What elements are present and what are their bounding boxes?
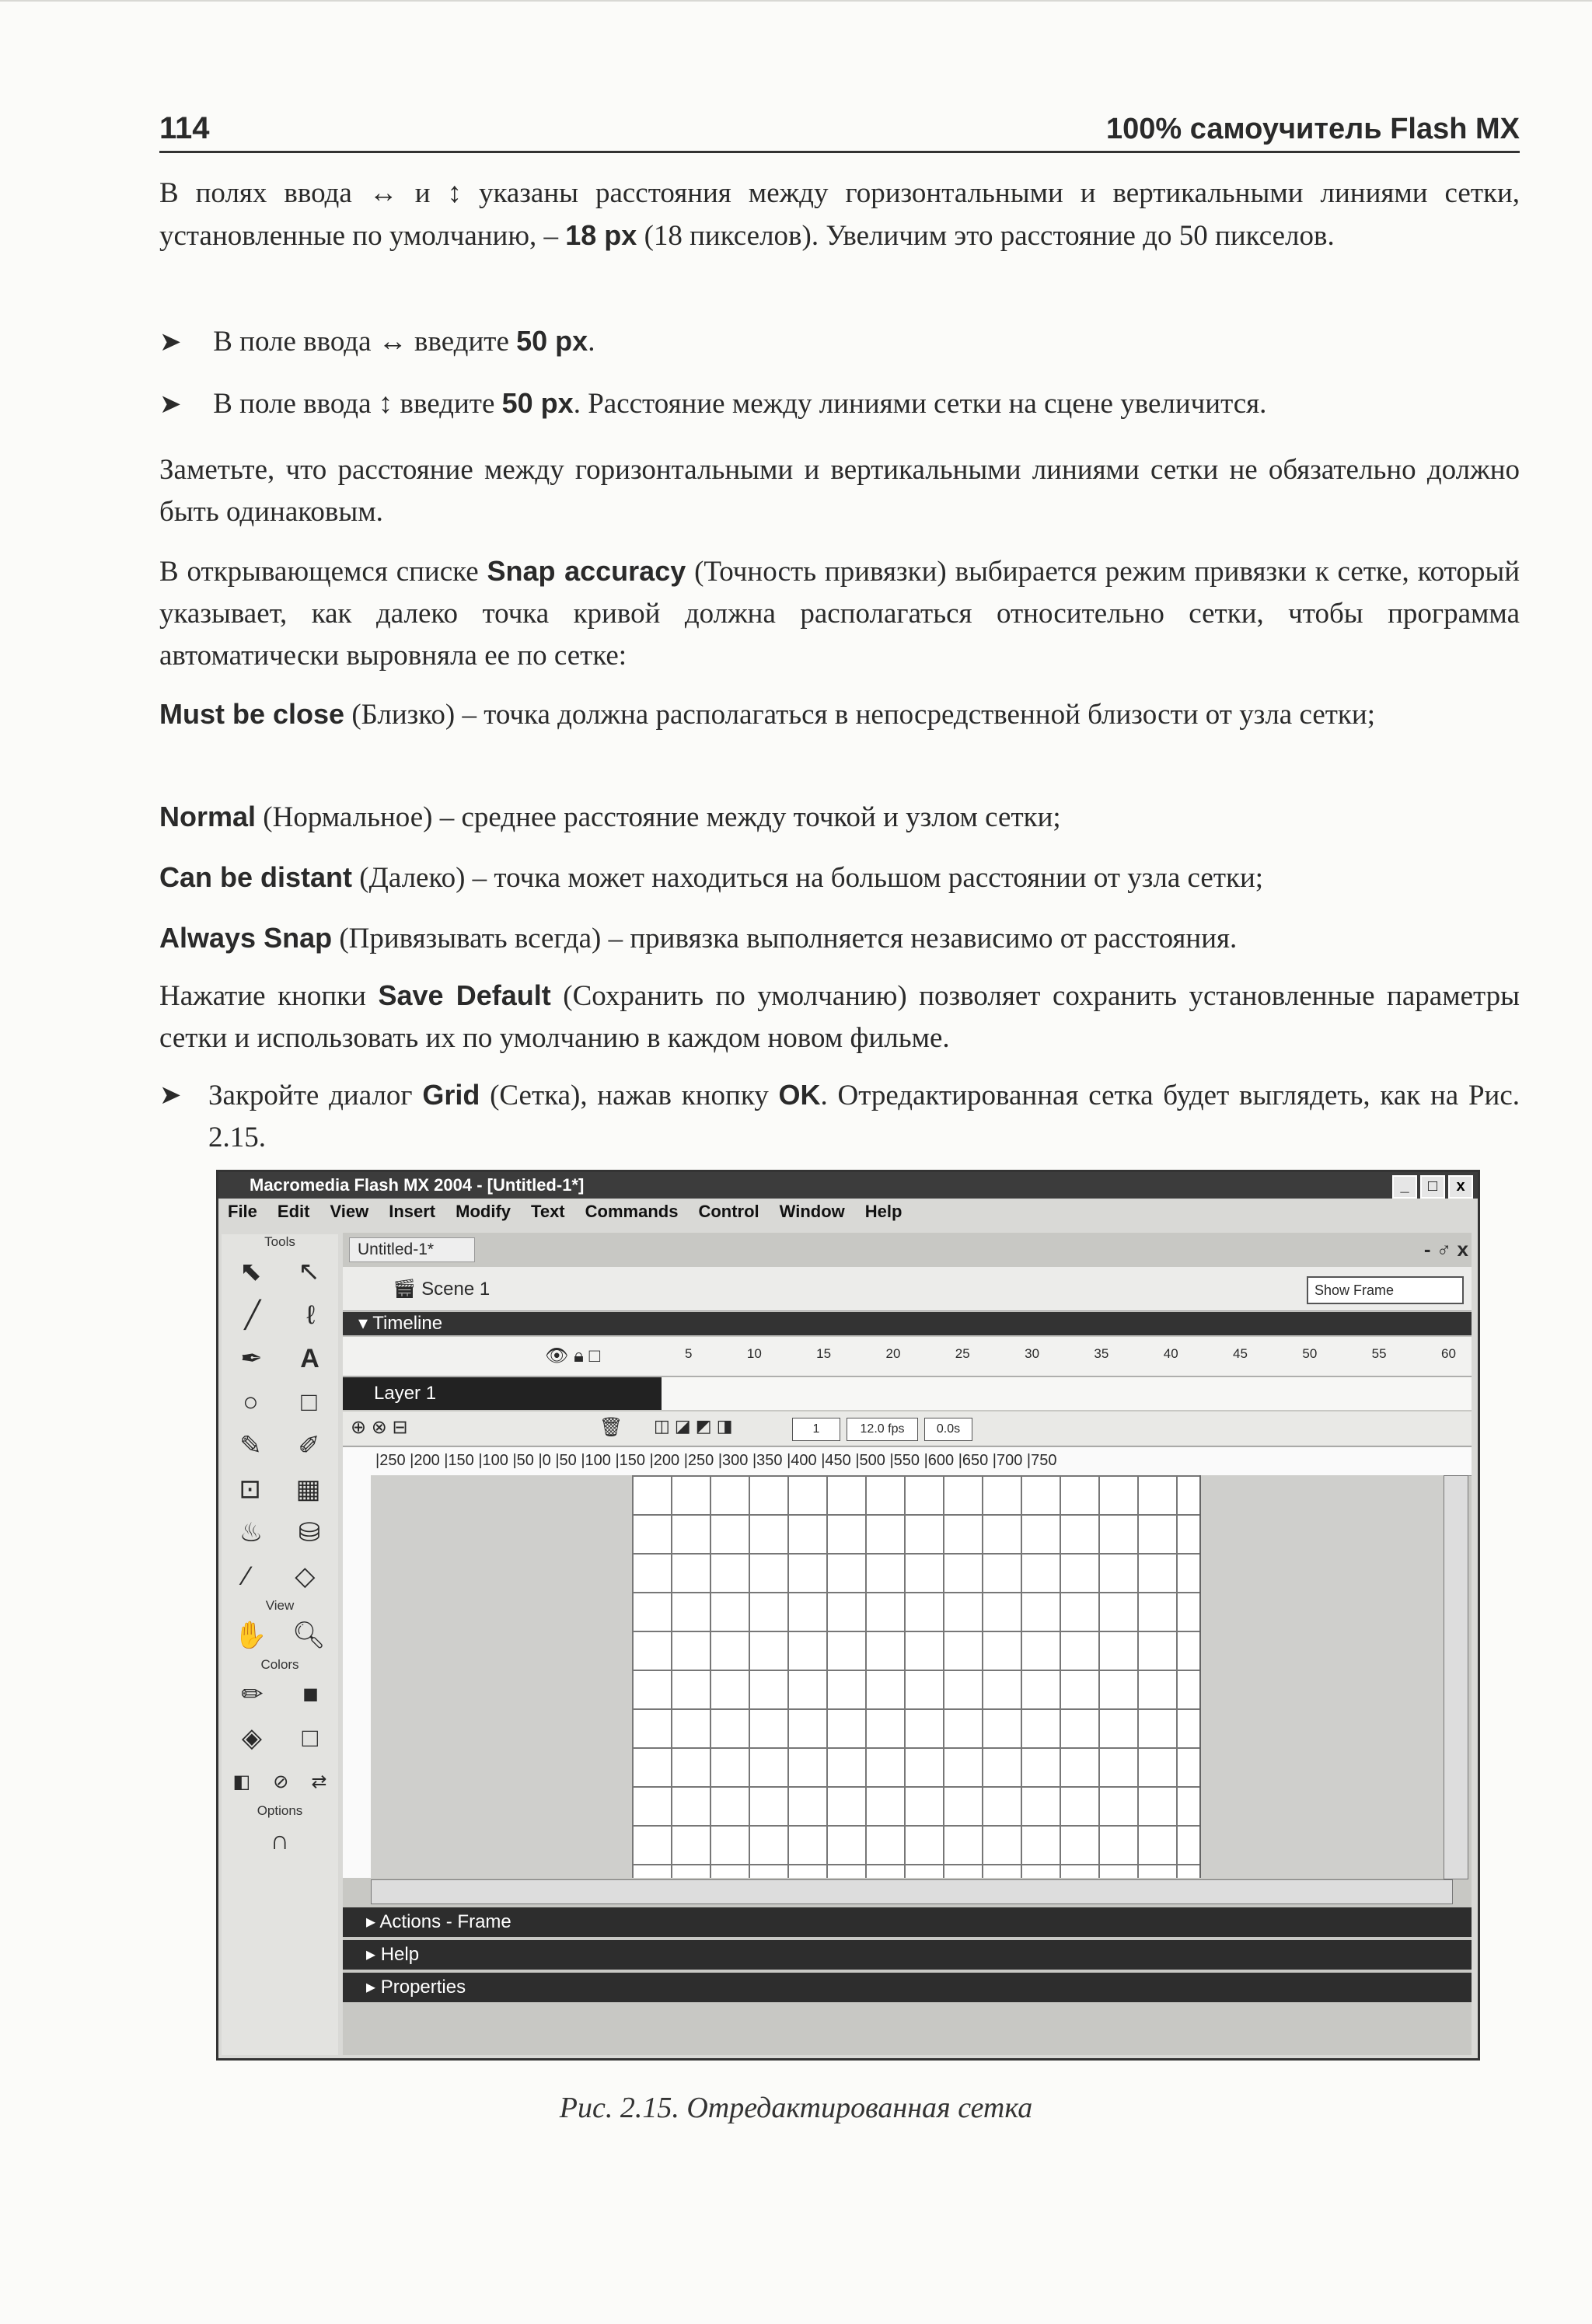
free-transform-tool-icon[interactable]: ⊡: [239, 1474, 261, 1504]
stage-with-grid[interactable]: [632, 1475, 1201, 1878]
fill-color-icon[interactable]: ◈: [241, 1723, 262, 1753]
horizontal-scrollbar[interactable]: [371, 1879, 1453, 1904]
paragraph-4: Нажатие кнопки Save Default (Сохранить по умолчанию) позволяет сохранить установленные параметры сетки и использовать их по умолчанию в каждом новом фильме.: [159, 979, 1520, 1054]
timeline-header[interactable]: ▾ Timeline: [343, 1312, 1472, 1335]
arrow-tool-icon[interactable]: ⬉: [239, 1257, 262, 1286]
onion-skin-icons[interactable]: ◫ ◪ ◩ ◨: [654, 1416, 733, 1436]
subselect-tool-icon[interactable]: ↖: [298, 1257, 320, 1286]
window-buttons: [1392, 1175, 1473, 1199]
definition-can-be-distant: Can be distant (Далеко) – точка может находиться на большом расстоянии от узла сетки;: [159, 861, 1264, 894]
menu-commands[interactable]: Commands: [585, 1202, 679, 1221]
current-frame: 1: [792, 1418, 840, 1441]
bullet-3-text: Закройте диалог Grid (Сетка), нажав кнопку OK. Отредактированная сетка будет выглядеть, как на Рис. 2.15.: [208, 1079, 1520, 1153]
pencil-tool-icon[interactable]: ✎: [239, 1431, 262, 1460]
vertical-ruler: [343, 1475, 372, 1878]
menu-file[interactable]: File: [228, 1202, 257, 1221]
swap-colors-icon[interactable]: ⇄: [311, 1771, 327, 1792]
bullet-icon: ➤: [159, 328, 182, 357]
zoom-tool-icon[interactable]: 🔍︎: [292, 1621, 326, 1650]
horiz-arrow-icon: ↔: [368, 177, 398, 209]
definition-must-be-close: Must be close (Близко) – точка должна располагаться в непосредственной близости от узла сетки;: [159, 698, 1375, 731]
edit-bar: [343, 1267, 1472, 1311]
horiz-arrow-icon: ↔: [378, 326, 407, 358]
options-label: Options: [257, 1803, 303, 1818]
paragraph-1: В полях ввода ↔ и ↕ указаны расстояния между горизонтальными и вертикальными линиями сетки, установленные по умолчанию, – 18 px (18 пикселов). Увеличим это расстояние до 50 пикселов.: [159, 177, 1520, 252]
lasso-tool-icon[interactable]: ℓ: [306, 1300, 316, 1330]
vert-arrow-icon: ↕: [447, 177, 462, 209]
document-tab[interactable]: Untitled-1*: [349, 1237, 475, 1262]
timeline-controls: [343, 1411, 1472, 1446]
bullet-icon: ➤: [159, 1081, 182, 1110]
window-titlebar: [218, 1172, 1478, 1199]
document-window: [343, 1233, 1472, 2055]
panel-help[interactable]: ▸ Help: [343, 1940, 1472, 1970]
no-color-icon[interactable]: ⊘: [273, 1771, 289, 1792]
bullet-icon: ➤: [159, 390, 182, 419]
panel-properties[interactable]: ▸ Properties: [343, 1973, 1472, 2002]
menu-help[interactable]: Help: [864, 1202, 902, 1221]
running-head: 100% самоучитель Flash MX: [1106, 113, 1520, 145]
minimize-button[interactable]: _: [1392, 1175, 1417, 1199]
flash-screenshot-figure: [216, 1170, 1480, 2061]
frame-numbers: 5 10 15 20 25 30 35 40 45 50 55 60: [685, 1346, 1456, 1361]
tools-panel: [222, 1234, 338, 2055]
default-colors-icon[interactable]: ◧: [232, 1771, 251, 1792]
expand-triangle-icon: ▸: [366, 1944, 376, 1965]
oval-tool-icon[interactable]: ○: [243, 1387, 259, 1417]
vert-arrow-icon: ↕: [378, 388, 393, 420]
hand-tool-icon[interactable]: ✋: [234, 1621, 267, 1650]
page-number: 114: [159, 111, 210, 145]
menu-edit[interactable]: Edit: [277, 1202, 310, 1221]
layer-row[interactable]: [343, 1377, 1472, 1410]
elapsed-time: 0.0s: [924, 1418, 972, 1441]
menu-window[interactable]: Window: [779, 1202, 845, 1221]
bullet-2: ➤ В поле ввода ↕ введите 50 px. Расстояние между линиями сетки на сцене увеличится.: [159, 382, 1520, 426]
ink-bottle-tool-icon[interactable]: ♨: [239, 1518, 264, 1548]
menu-text[interactable]: Text: [531, 1202, 565, 1221]
panel-actions[interactable]: ▸ Actions - Frame: [343, 1907, 1472, 1937]
vertical-scrollbar[interactable]: [1444, 1475, 1468, 1879]
scene-label[interactable]: 🎬︎ Scene 1: [393, 1279, 491, 1300]
stroke-swatch[interactable]: ■: [302, 1679, 319, 1709]
fill-transform-tool-icon[interactable]: ▦: [295, 1474, 321, 1504]
frame-rate[interactable]: 12.0 fps: [847, 1418, 918, 1441]
horizontal-ruler: |250 |200 |150 |100 |50 |0 |50 |100 |150 |200 |250 |300 |350 |400 |450 |500 |550 |600 |650 |700 |750: [343, 1447, 1472, 1476]
eyedropper-tool-icon[interactable]: ⁄: [244, 1561, 250, 1591]
fill-swatch[interactable]: □: [302, 1722, 319, 1753]
menu-view[interactable]: View: [330, 1202, 369, 1221]
line-tool-icon[interactable]: ╱: [244, 1300, 261, 1330]
menu-control[interactable]: Control: [698, 1202, 759, 1221]
figure-caption: Рис. 2.15. Отредактированная сетка: [559, 2092, 1033, 2124]
view-label: View: [265, 1598, 295, 1613]
document-window-buttons[interactable]: - ♂ x: [1423, 1237, 1468, 1261]
close-button[interactable]: x: [1448, 1175, 1473, 1199]
definition-normal: Normal (Нормальное) – среднее расстояние между точкой и узлом сетки;: [159, 801, 1061, 833]
paragraph-2: Заметьте, что расстояние между горизонтальными и вертикальными линиями сетки не обязательно должно быть одинаковым.: [159, 454, 1520, 528]
window-title: Macromedia Flash MX 2004 - [Untitled-1*]: [250, 1175, 585, 1195]
layer-name[interactable]: Layer 1: [343, 1377, 662, 1410]
colors-label: Colors: [260, 1657, 299, 1672]
bullet-1: ➤ В поле ввода ↔ введите 50 px.: [159, 320, 1520, 364]
top-edge-line: [0, 0, 1592, 2]
scene-icon: 🎬︎: [393, 1279, 417, 1300]
brush-tool-icon[interactable]: ✐: [298, 1431, 320, 1460]
text-tool-icon[interactable]: A: [300, 1343, 319, 1373]
rectangle-tool-icon[interactable]: □: [301, 1387, 317, 1417]
maximize-button[interactable]: □: [1420, 1175, 1445, 1199]
work-area: [371, 1475, 1451, 1878]
layer-column-icons: 👁︎ 🔒︎ □: [545, 1345, 601, 1366]
frame-ruler: [343, 1337, 1472, 1377]
collapse-triangle-icon: ▾: [358, 1313, 368, 1334]
expand-triangle-icon: ▸: [366, 1911, 376, 1932]
pen-tool-icon[interactable]: ✒: [240, 1344, 263, 1373]
tools-label: Tools: [264, 1234, 295, 1249]
expand-triangle-icon: ▸: [366, 1977, 376, 1998]
paragraph-3: В открывающемся списке Snap accuracy (Точность привязки) выбирается режим привязки к сетке, который указывает, как далеко точка кривой должна располагаться относительно сетки, чтобы программа автоматически выровняла ее по сетке:: [159, 555, 1520, 672]
page-header: [159, 107, 1520, 153]
menu-bar: [228, 1202, 1478, 1227]
menu-insert[interactable]: Insert: [389, 1202, 436, 1221]
eraser-tool-icon[interactable]: ◇: [295, 1562, 316, 1591]
zoom-select[interactable]: Show Frame: [1307, 1276, 1464, 1304]
definition-always-snap: Always Snap (Привязывать всегда) – привязка выполняется независимо от расстояния.: [159, 922, 1238, 954]
snap-magnet-icon[interactable]: ∩: [270, 1825, 290, 1855]
add-layer-icons[interactable]: ⊕ ⊗ ⊟: [351, 1417, 408, 1438]
stroke-color-icon[interactable]: ✏: [241, 1680, 264, 1709]
menu-modify[interactable]: Modify: [456, 1202, 511, 1221]
trash-icon[interactable]: 🗑︎: [599, 1417, 623, 1438]
paint-bucket-tool-icon[interactable]: ⛁: [298, 1518, 321, 1548]
